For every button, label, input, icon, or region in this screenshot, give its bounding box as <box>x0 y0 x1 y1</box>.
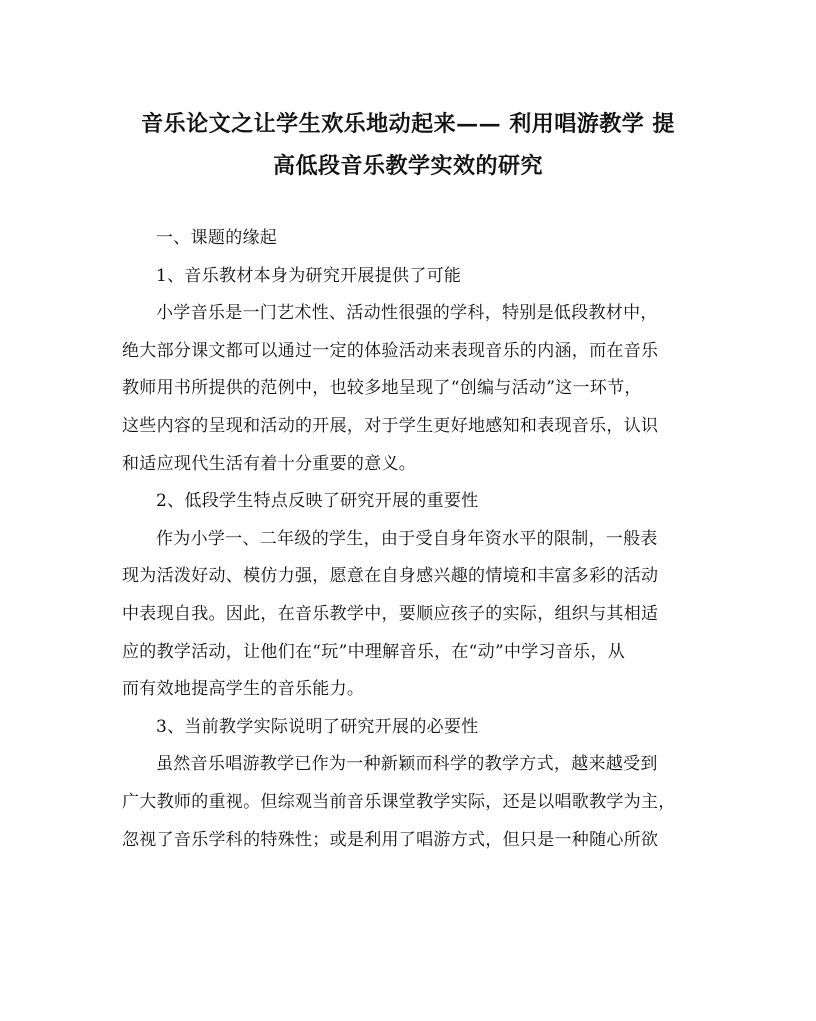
subsection-heading: 3、当前教学实际说明了研究开展的必要性 <box>156 716 479 737</box>
paragraph-line: 而有效地提高学生的音乐能力。 <box>122 679 365 700</box>
paragraph-line: 绝大部分课文都可以通过一定的体验活动来表现音乐的内涵，而在音乐 <box>122 340 659 361</box>
paragraph-line: 教师用书所提供的范例中，也较多地呈现了“创编与活动”这一环节， <box>122 378 642 399</box>
paragraph-line: 现为活泼好动、模仿力强，愿意在自身感兴趣的情境和丰富多彩的活动 <box>122 566 659 587</box>
paragraph-line: 虽然音乐唱游教学已作为一种新颖而科学的教学方式，越来越受到 <box>156 754 658 775</box>
paragraph-line: 忽视了音乐学科的特殊性；或是利用了唱游方式，但只是一种随心所欲 <box>122 829 659 850</box>
paragraph-line: 这些内容的呈现和活动的开展，对于学生更好地感知和表现音乐，认识 <box>122 415 659 436</box>
paragraph-line: 和适应现代生活有着十分重要的意义。 <box>122 453 417 474</box>
paragraph-line: 作为小学一、二年级的学生，由于受自身年资水平的限制，一般表 <box>156 528 658 549</box>
paragraph-line: 小学音乐是一门艺术性、活动性很强的学科，特别是低段教材中， <box>156 303 658 324</box>
document-body <box>122 220 696 859</box>
subsection-heading: 1、音乐教材本身为研究开展提供了可能 <box>156 265 462 286</box>
document-title-line-1: 音乐论文之让学生欢乐地动起来—— 利用唱游教学 提 <box>141 111 675 137</box>
section-heading: 一、课题的缘起 <box>156 228 278 248</box>
paragraph-line: 应的教学活动，让他们在“玩”中理解音乐，在“动”中学习音乐，从 <box>122 641 626 662</box>
document-title-line-2: 高低段音乐教学实效的研究 <box>272 153 543 179</box>
paragraph-line: 中表现自我。因此，在音乐教学中，要顺应孩子的实际，组织与其相适 <box>122 603 659 624</box>
subsection-heading: 2、低段学生特点反映了研究开展的重要性 <box>156 491 479 512</box>
paragraph-line: 广大教师的重视。但综观当前音乐课堂教学实际，还是以唱歌教学为主， <box>122 791 676 812</box>
